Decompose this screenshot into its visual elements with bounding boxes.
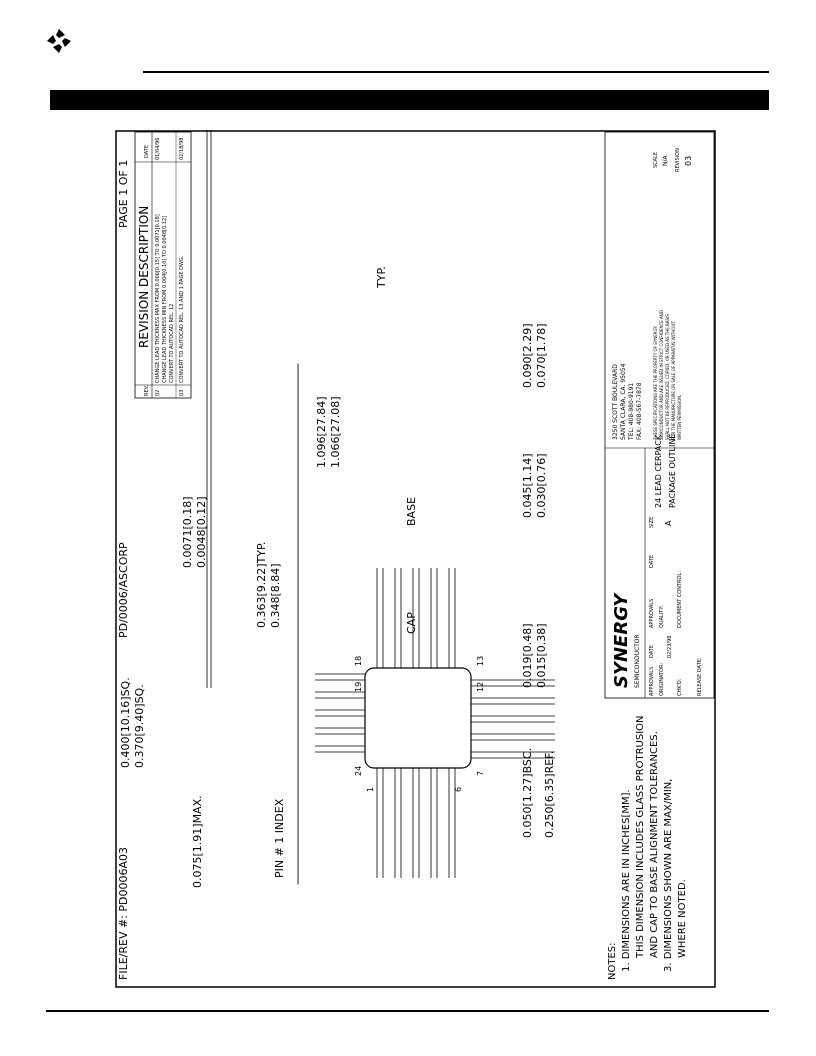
drawing-text: 03 <box>684 155 693 166</box>
drawing-text: AND CAP TO BASE ALIGNMENT TOLERANCES. <box>649 731 660 958</box>
thickness-2: 0.0048[0.12] <box>195 496 208 568</box>
drawing-text: 1. DIMENSIONS ARE IN INCHES[MM]. <box>621 789 632 972</box>
drawing-text: CHK'D: <box>677 678 683 696</box>
drawing-text: 24 LEAD CERPACK <box>654 434 663 508</box>
drawing-text: APPROVALS <box>649 666 655 696</box>
span-2: 1.066[27.08] <box>329 396 342 468</box>
drawing-text: 3250 SCOTT BOULEVARD <box>612 364 619 440</box>
drawing-text: WHERE NOTED. <box>677 879 688 958</box>
pin1-index: PIN # 1 INDEX <box>273 798 286 878</box>
typ-label: TYP. <box>375 266 388 288</box>
pin-1-label: 1 <box>366 786 375 792</box>
drawing-text: N/A <box>662 155 669 166</box>
drawing-text: THIS DIMENSION INCLUDES GLASS PROTRUSION <box>635 715 646 958</box>
base-label: BASE <box>405 496 418 526</box>
title-bar <box>50 90 769 110</box>
package-outline-drawing <box>115 130 716 988</box>
body-sq-dim: 0.400[10.16]SQ. <box>119 677 132 768</box>
title-block <box>605 132 714 698</box>
drawing-text: PACKAGE OUTLINE <box>668 433 677 508</box>
date-col-header: DATE <box>144 144 150 158</box>
drawing-text: FOR THE MANUFACTURE OR SALE OF APPARATUS WITHOUT <box>671 321 676 440</box>
lead-length-2: 0.348[8.84] <box>269 563 282 628</box>
drawing-text: 3. DIMENSIONS SHOWN ARE MAX/MIN, <box>663 778 674 972</box>
header-rule <box>143 71 769 73</box>
lead-width-2: 0.015[0.38] <box>535 623 548 688</box>
side-view <box>207 130 300 688</box>
drawing-text: 02 <box>155 389 161 396</box>
drawing-text: APPROVALS <box>649 598 655 628</box>
drawing-text: RELEASE DATE: <box>697 657 703 696</box>
drawing-text: SHALL NOT BE REPRODUCED, COPIED, OR USED AS THE BASIS <box>665 314 670 440</box>
drawing-text: SCALE <box>653 151 659 168</box>
revision-table <box>135 132 191 398</box>
drawing-text: 02/18/98 <box>179 137 185 160</box>
package-body <box>365 668 471 768</box>
drawing-text: CONVERT TO AUTOCAD REL. 12 <box>169 303 175 383</box>
footer-rule <box>46 1010 769 1012</box>
drawing-text: 03 <box>179 389 185 396</box>
drawing-text: SANTA CLARA, CA. 95054 <box>620 363 627 440</box>
lead-width-1: 0.019[0.48] <box>521 623 534 688</box>
drawing-text: DOCUMENT CONTROL: <box>677 571 683 628</box>
drawing-text: DATE <box>649 554 655 568</box>
rev-col-header: REV. <box>144 385 150 396</box>
drawing-text: SIZE <box>649 516 655 528</box>
cap-height-2: 0.030[0.76] <box>535 453 548 518</box>
height-1: 0.090[2.29] <box>521 323 534 388</box>
page-number: PAGE 1 OF 1 <box>117 159 130 228</box>
pin-6-label: 6 <box>454 786 463 792</box>
drawing-text: 02/23/98 <box>667 635 673 658</box>
max-dim: 0.075[1.91]MAX. <box>191 795 204 888</box>
drawing-text: QUALITY: <box>659 605 665 628</box>
body-sq-dim-2: 0.370[9.40]SQ. <box>133 684 146 768</box>
drawing-text: 01/04/96 <box>155 137 161 160</box>
synergy-logo-icon <box>46 28 72 54</box>
drawing-text: SYNERGY <box>611 593 632 688</box>
drawing-text: THESE SPECIFICATIONS ARE THE PROPERTY OF SYNERGY <box>653 326 658 440</box>
drawing-text: A <box>664 520 673 526</box>
pin-24-label: 24 <box>354 765 363 776</box>
drawing-text: CONVERT TO AUTOCAD REL. 13 AND 1 PAGE DWG. <box>179 255 185 383</box>
lead-length-1: 0.363[9.22]TYP. <box>255 541 268 628</box>
pin-7-label: 7 <box>476 770 485 776</box>
drawing-text: NOTES: <box>607 942 618 980</box>
drawing-text: DATE <box>649 644 655 658</box>
drawing-text: SEMICONDUCTOR <box>634 634 641 688</box>
drawing-text: CHANGE LEAD THICKNESS MIN FROM 0.004[0.10] TO 0.0048[0.12] <box>162 215 168 383</box>
drawing-text: ORIGINATOR: <box>659 662 665 696</box>
drawing-text: TEL: 408-980-9191 <box>628 382 635 440</box>
drawing-text: SEMICONDUCTOR AND ARE ISSUED IN STRICT CONFIDENCE AND <box>659 310 664 440</box>
thickness-1: 0.0071[0.18] <box>181 496 194 568</box>
desc-col-header: REVISION DESCRIPTION <box>137 205 151 348</box>
drawing-text: CHANGE LEAD THICKNESS MAX FROM 0.006[0.15] TO 0.0071[0.18] <box>155 214 161 383</box>
span-1: 1.096[27.84] <box>315 396 328 468</box>
pitch-dim: 0.050[1.27]BSC. <box>521 747 534 838</box>
cap-label: CAP <box>405 612 418 634</box>
cap-height-1: 0.045[1.14] <box>521 453 534 518</box>
file-rev: FILE/REV #: PD0006A03 <box>117 846 130 980</box>
pin-18-label: 18 <box>354 655 363 666</box>
drawing-text: WRITTEN PERMISSION. <box>677 394 682 440</box>
notes <box>607 716 688 981</box>
drawing-text: REVISION <box>675 148 681 172</box>
doc-code: PD/0006/ASCORP <box>117 542 130 638</box>
pin-12-label: 12 <box>476 681 485 692</box>
height-2: 0.070[1.78] <box>535 323 548 388</box>
pin-13-label: 13 <box>476 655 485 666</box>
pin-19-label: 19 <box>354 681 363 692</box>
ref-dim: 0.250[6.35]REF. <box>543 750 556 838</box>
drawing-text: FAX: 408-567-7878 <box>636 382 643 440</box>
